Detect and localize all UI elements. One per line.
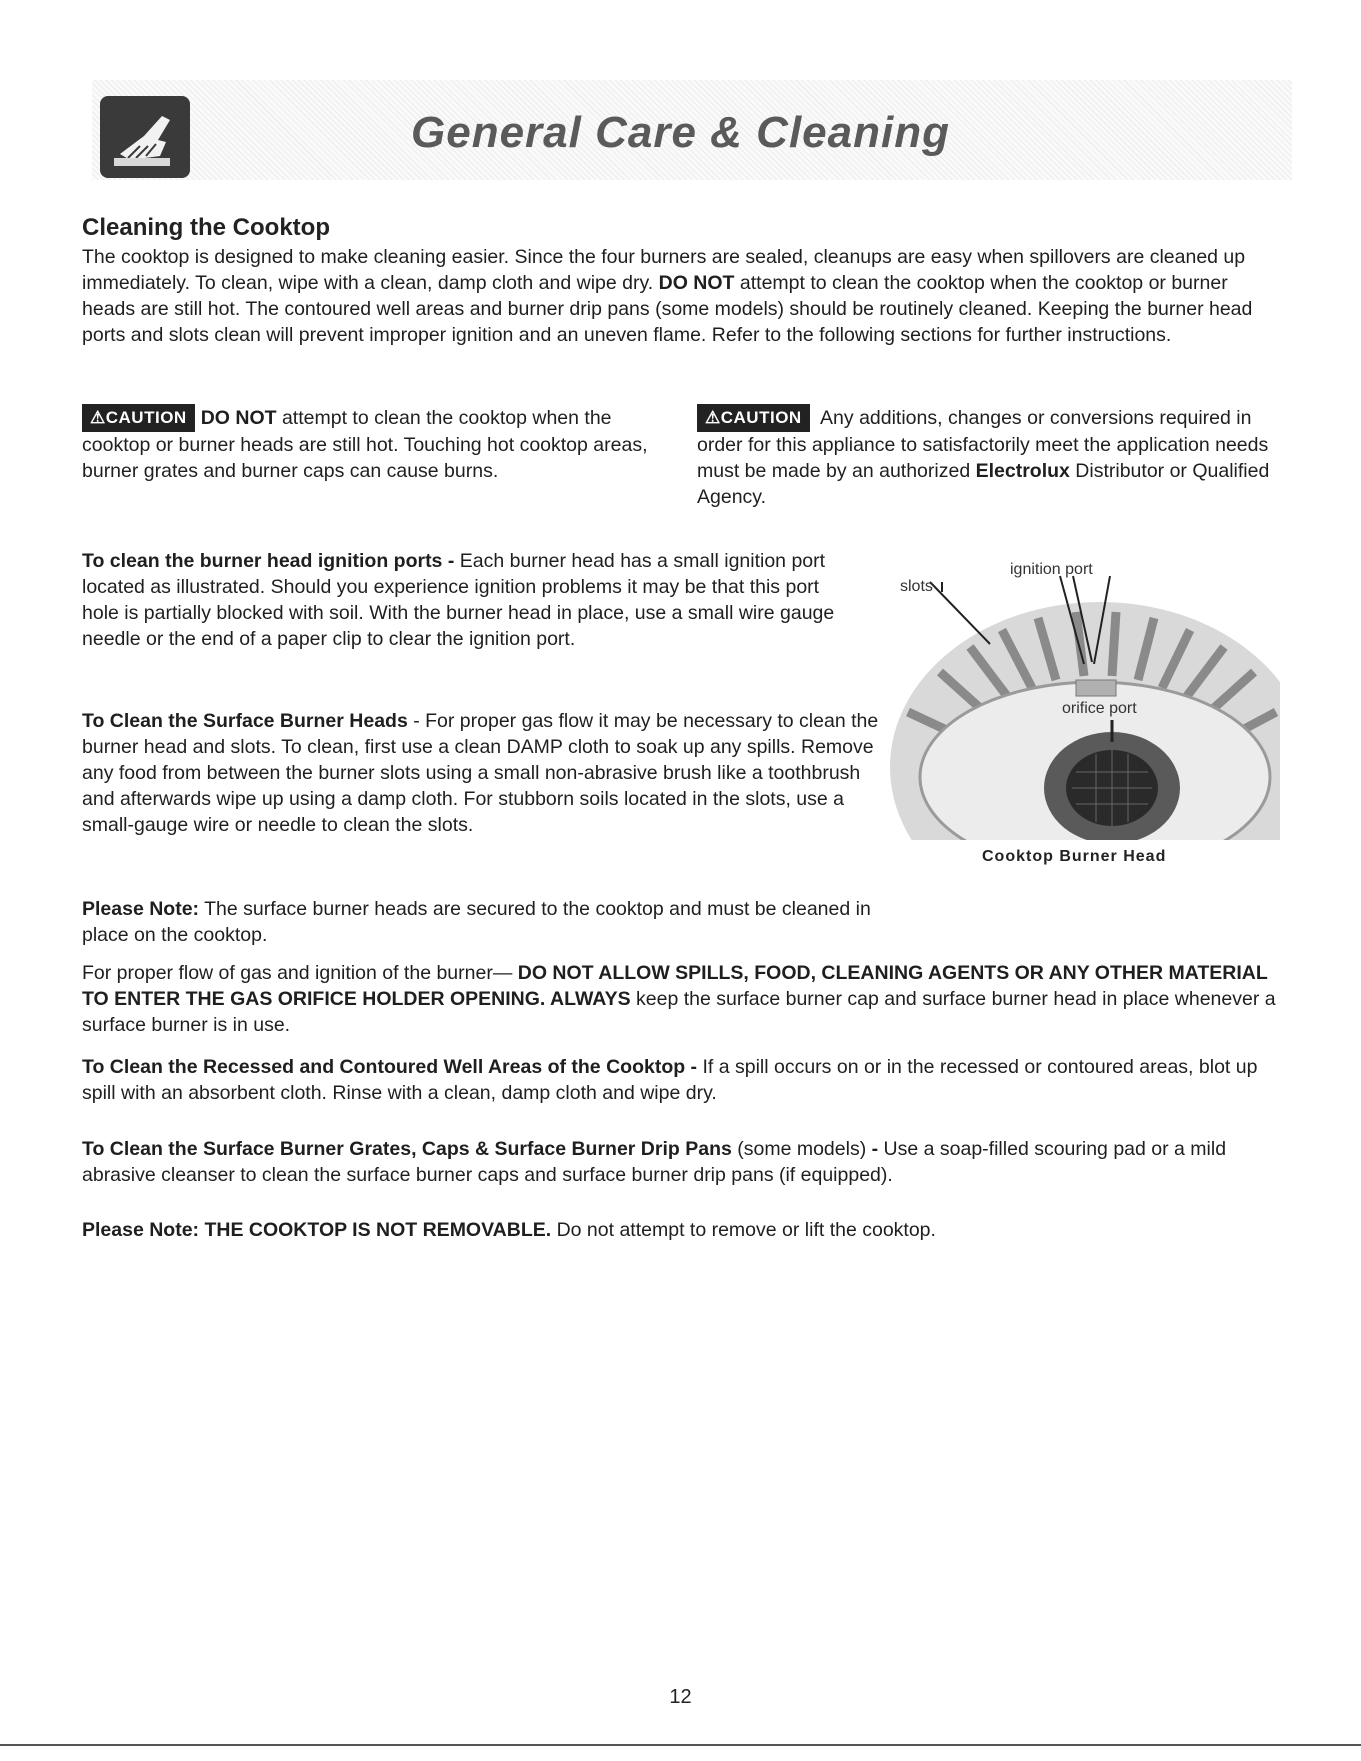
note-heads-secured: Please Note: The surface burner heads are secured to the cooktop and must be cleaned in place on the cooktop. [82,898,871,946]
warning-triangle-icon: ⚠ [705,408,721,427]
ignition-ports-paragraph: To clean the burner head ignition ports - Each burner head has a small ignition port located as illustrated. Should you experience ignition problems it may be that this port hole is partially blocked with soil. With the burner head in place, use a small wire gauge needle or the end of a paper clip to clear the ignition port. [82,550,835,650]
surface-heads-paragraph: To Clean the Surface Burner Heads - For proper gas flow it may be necessary to clean the burner head and slots. To clean, first use a clean DAMP cloth to soak up any spills. Remove any food from between the burner slots using a small non-abrasive brush like a toothbrush and afterwards wipe up using a damp cloth. For stubborn soils located in the slots, use a small-gauge wire or needle to clean the slots. [82,710,879,836]
grates-paragraph: To Clean the Surface Burner Grates, Caps & Surface Burner Drip Pans (some models) - Use a soap-filled scouring pad or a mild abrasive cleanser to clean the surface burner caps and surface burner drip pans (if equipped). [82,1138,1227,1186]
gas-flow-paragraph: For proper flow of gas and ignition of the burner— DO NOT ALLOW SPILLS, FOOD, CLEANING AGENTS OR ANY OTHER MATERIAL TO ENTER THE GAS ORIFICE HOLDER OPENING. ALWAYS keep the surface burner cap and surface burner head in place whenever a surface burner is in use. [82,962,1276,1036]
caution-badge: ⚠CAUTION [697,404,810,432]
recessed-areas-paragraph: To Clean the Recessed and Contoured Well Areas of the Cooktop - If a spill occurs on or in the recessed or contoured areas, blot up spill with an absorbent cloth. Rinse with a clean, damp cloth and wipe dry. [82,1056,1258,1104]
intro-paragraph: The cooktop is designed to make cleaning easier. Since the four burners are sealed, cleanups are easy when spillovers are cleaned up immediately. To clean, wipe with a clean, damp cloth and wipe dry. DO NOT attempt to clean the cooktop when the cooktop or burner heads are still hot. The contoured well areas and burner drip pans (some models) should be routinely cleaned. Keeping the burner head ports and slots clean will prevent improper ignition and an uneven flame. Refer to the following sections for further instructions. [82,246,1253,346]
section-heading: Cleaning the Cooktop [82,214,330,241]
slots-label: slots [900,578,933,595]
figure-caption: Cooktop Burner Head [982,848,1167,865]
note-not-removable: Please Note: THE COOKTOP IS NOT REMOVABLE. Do not attempt to remove or lift the cooktop. [82,1219,936,1241]
caution-authorized-service: ⚠CAUTION Any additions, changes or conversions required in order for this appliance to satisfactorily meet the application needs must be made by an authorized Electrolux Distributor or Qualified Agency. [697,404,1287,510]
burner-head-illustration [880,552,1280,840]
ignition-port-label: ignition port [1010,561,1093,578]
warning-triangle-icon: ⚠ [90,408,106,427]
caution-hot-surface: ⚠CAUTION DO NOT attempt to clean the cooktop when the cooktop or burner heads are still hot. Touching hot cooktop areas, burner grates and burner caps can cause burns. [82,404,682,484]
orifice-port-label: orifice port [1062,700,1137,717]
page-number: 12 [669,1686,692,1708]
caution-badge: ⚠CAUTION [82,404,195,432]
page-title: General Care & Cleaning [411,108,950,157]
bottom-divider [0,1744,1361,1746]
